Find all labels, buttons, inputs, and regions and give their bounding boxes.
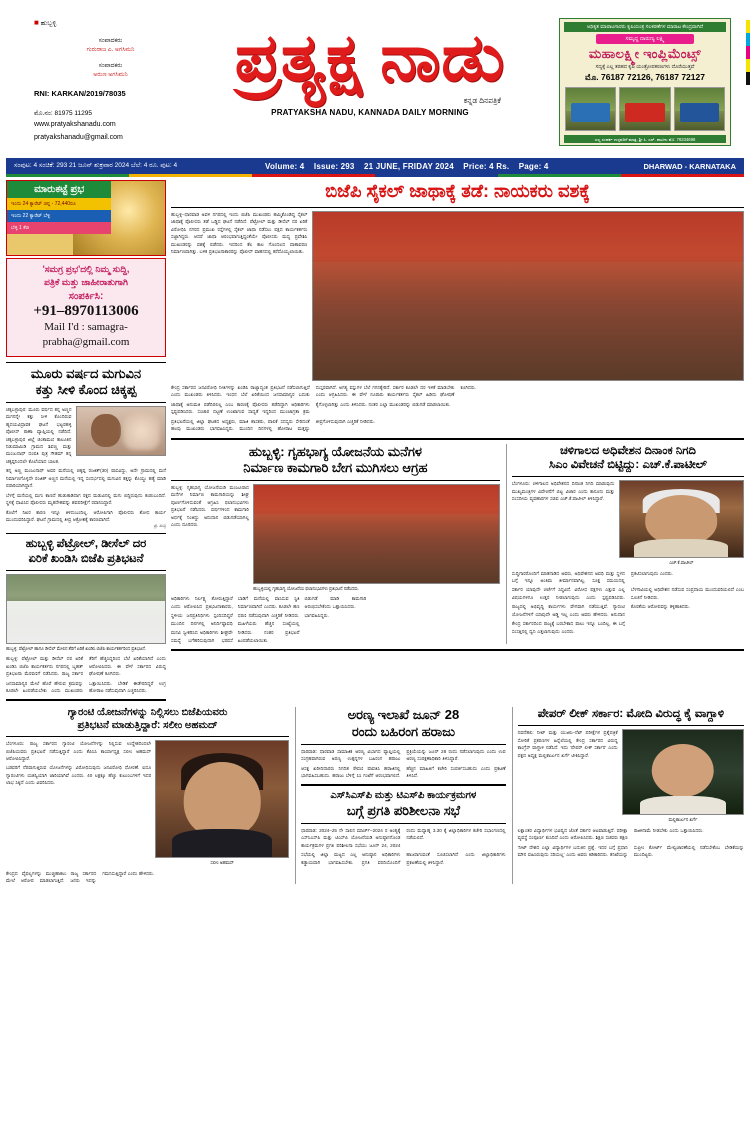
petrol-protest-photo bbox=[6, 574, 166, 644]
housing-headline-line2: ನಿರ್ಮಾಣ ಕಾಮಗಾರಿ ಬೇಗ ಮುಗಿಸಲು ಆಗ್ರಹ bbox=[243, 460, 428, 476]
pink-ad-mail-line2: prabha@gmail.com bbox=[42, 335, 130, 348]
forest-body-2: ಆಸಕ್ತ ಖರೀದಿದಾರರು ನಿಗದಿತ ಠೇವಣಿ ಪಾವತಿಸಿ ಹರಾಜಿನಲ್ಲಿ ಭಾಗವಹಿಸಬಹುದು. ಹರಾಜು ಬೆಳಿಗ್ಗೆ 11 ಗಂಟೆಗೆ ಆರಂಭವಾಗಲಿದೆ. ಹೆಚ್ಚಿನ ಮಾಹಿತಿಗೆ ಕಚೇರಿ ಸಂಪರ್ಕಿಸಬಹುದು ಎಂದು ಪ್ರಕಟಣೆ ತಿಳಿಸಿದೆ. bbox=[301, 765, 506, 779]
samagra-prabha-ad[interactable] bbox=[6, 258, 166, 357]
session-body-2: ಸುದ್ದಿಗಾರರೊಂದಿಗೆ ಮಾತನಾಡಿದ ಅವರು, ಅಧಿವೇಶನದ ಅವಧಿ ಮತ್ತು ಸ್ಥಳದ ಬಗ್ಗೆ ಇನ್ನೂ ಅಂತಿಮ ತೀರ್ಮಾನವಾಗಿಲ್ಲ. ಸೂಕ್ತ ಸಮಯದಲ್ಲಿ ಪ್ರಕಟಿಸಲಾಗುವುದು ಎಂದರು. bbox=[511, 570, 674, 583]
story-session bbox=[506, 444, 744, 644]
masthead-email[interactable]: pratyakshanadu@gmail.com bbox=[34, 133, 123, 141]
pink-ad-phone: +91–8970113006 bbox=[33, 303, 139, 320]
guarantee-body-col1: ಬೆಂಗಳೂರು: ರಾಜ್ಯ ಸರ್ಕಾರದ ಗ್ಯಾರಂಟಿ ಯೋಜನೆಗಳನ್ನು ನಿಲ್ಲಿಸುವ ಉದ್ದೇಶದಿಂದಲೇ ಬಿಜೆಪಿಯವರು ಪ್ರತಿಭಟನೆ ನಡೆಸುತ್ತಿದ್ದಾರೆ ಎಂದು ಕೆಪಿಸಿಸಿ ಕಾರ್ಯಾಧ್ಯಕ್ಷ ಸಲೀಂ ಅಹಮದ್ ಆರೋಪಿಸಿದ್ದಾರೆ. bbox=[6, 741, 152, 761]
lead-body-far-right: ಪ್ರತಿಭಟನೆಯಲ್ಲಿ ಜಿಲ್ಲಾ ಘಟಕದ ಅಧ್ಯಕ್ಷರು, ಮಾಜಿ ಶಾಸಕರು, ಪಾಲಿಕೆ ಸದಸ್ಯರು ಸೇರಿದಂತೆ ಹಲವು ಮುಖಂಡರು ಭಾಗವಹಿಸಿದ್ದರು. ಮುಂದಿನ ದಿನಗಳಲ್ಲಿ ಹೋರಾಟ ಮತ್ತಷ್ಟು ತೀವ್ರಗೊಳಿಸುವುದಾಗಿ ಎಚ್ಚರಿಕೆ ನೀಡಿದರು. bbox=[171, 418, 375, 432]
pink-ad-line2: ಪತ್ರಿಕೆ ಮತ್ತು ಜಾಹೀರಾತುಗಾಗಿ bbox=[44, 277, 128, 288]
guarantee-body-col2: ಬಡವರಿಗೆ ನೆರವಾಗುತ್ತಿರುವ ಯೋಜನೆಗಳನ್ನು ವಿರೋಧಿಸುವುದು ಜನವಿರೋಧಿ ಧೋರಣೆ. ಐದೂ ಗ್ಯಾರಂಟಿಗಳು ಯಶಸ್ವಿಯಾಗಿ ಜಾರಿಯಾಗಿವೆ ಎಂದರು. 40 ಲಕ್ಷಕ್ಕೂ ಹೆಚ್ಚು ಕುಟುಂಬಗಳಿಗೆ ಇದರ ಲಾಭ ಸಿಕ್ಕಿದೆ ಎಂದು ವಿವರಿಸಿದರು. bbox=[6, 765, 152, 786]
story-guarantee bbox=[6, 699, 166, 701]
ad-product-trailer bbox=[674, 87, 725, 131]
session-body-5: ಕೇಂದ್ರ ಸರ್ಕಾರದಿಂದ ರಾಜ್ಯಕ್ಕೆ ಬರಬೇಕಾದ ಪಾಲು ಇನ್ನೂ ಬಂದಿಲ್ಲ. ಈ ಬಗ್ಗೆ ಸಂಸತ್ತಿನಲ್ಲಿ ಧ್ವನಿ ಎತ್ತಲಾಗುವುದು ಎಂದರು. bbox=[511, 621, 625, 634]
issue-date: 21 JUNE, FRIDAY 2024 bbox=[364, 161, 454, 171]
mahalakshmi-implements-ad[interactable] bbox=[559, 18, 731, 146]
story-child-murder bbox=[6, 362, 166, 529]
petrol-protest-headline-line2: ಏರಿಕೆ ಖಂಡಿಸಿ ಬಿಜೆಪಿ ಪ್ರತಿಭಟನೆ bbox=[28, 553, 144, 566]
lead-headline: ಬಿಜೆಪಿ ಸೈಕಲ್ ಜಾಥಾಕ್ಕೆ ತಡೆ: ನಾಯಕರು ವಶಕ್ಕೆ bbox=[325, 181, 590, 201]
newspaper-logo: ಪ್ರತ್ಯಕ್ಷ ನಾಡು bbox=[234, 22, 506, 95]
forest-body-1: ಧಾರವಾಡ: ಧಾರವಾಡ ಸಾಮಾಜಿಕ ಅರಣ್ಯ ವಿಭಾಗದ ವ್ಯಾಪ್ತಿಯಲ್ಲಿ ಸಂಗ್ರಹವಾಗಿರುವ ಅರಣ್ಯ ಉತ್ಪನ್ನಗಳ ಬಹಿರಂಗ ಹರಾಜು ಪ್ರಕ್ರಿಯೆಯನ್ನು ಜೂನ್ 28 ರಂದು ನಡೆಸಲಾಗುವುದು ಎಂದು ಉಪ ಅರಣ್ಯ ಸಂರಕ್ಷಣಾಧಿಕಾರಿ ತಿಳಿಸಿದ್ದಾರೆ. bbox=[301, 748, 506, 762]
child-murder-headline-line2: ಕತ್ತು ಸೀಳಿ ಕೊಂದ ಚಿಕ್ಕಪ್ಪ bbox=[35, 382, 137, 398]
issue-info-bar bbox=[6, 158, 744, 174]
ad-bottom-strip: ಎಲ್ಲ ಸಂಪರ್ಕ ಉಳ್ಳವರಿಗೆ ಮಾತ್ರ, ಶ್ರೀ ಸಿ. ಎಸ್. ಪಾಟೀಲ ಮೊ: 76334698 bbox=[564, 135, 726, 143]
guarantee-photo-caption: ಸಲೀಂ ಅಹಮದ್ bbox=[210, 860, 234, 866]
forest-headline-line1: ಅರಣ್ಯ ಇಲಾಖೆ ಜೂನ್ 28 bbox=[347, 707, 460, 723]
editor-name-1: ಗುರುರಾಜ ಎ. ಅಗಸಿಮನಿ bbox=[86, 47, 135, 53]
issue-info-english bbox=[177, 162, 643, 171]
masthead-logo-area bbox=[181, 4, 559, 154]
rni-number: RNI: KARKAN/2019/78035 bbox=[34, 89, 126, 98]
masthead-advertisement bbox=[559, 4, 744, 154]
guarantee-headline-line2: ಪ್ರತಿಭಟನೆ ಮಾಡುತ್ತಿದ್ದಾರೆ: ಸಲೀಂ ಅಹಮದ್ bbox=[77, 720, 218, 732]
session-body-3: ಸರ್ಕಾರ ಯಾವುದೇ ಚರ್ಚೆಗೆ ಸಿದ್ಧವಿದೆ. ವಿರೋಧ ಪಕ್ಷಗಳು ಎತ್ತುವ ಎಲ್ಲ ವಿಷಯಗಳಿಗೂ ಉತ್ತರ ನೀಡಲಾಗುವುದು ಎಂದು ಸ್ಪಷ್ಟಪಡಿಸಿದರು. ಬೆಳಗಾವಿಯಲ್ಲಿ ಅಧಿವೇಶನ ನಡೆಸುವ ಸಂಪ್ರದಾಯ ಮುಂದುವರಿಯಲಿದೆ ಎಂಬ ಸೂಚನೆ ನೀಡಿದರು. bbox=[511, 587, 744, 600]
scsp-headline-line1: ಎಸ್‌ಸಿಎಸ್‌ಪಿ ಮತ್ತು ಟಿಎಸ್‌ಪಿ ಕಾರ್ಯಕ್ರಮಗಳ bbox=[330, 790, 477, 802]
main-column bbox=[171, 180, 744, 705]
masthead-website[interactable]: www.pratyakshanadu.com bbox=[34, 121, 116, 129]
petrol-protest-headline-line1: ಹುಬ್ಬಳ್ಳಿ ಪೆಟ್ರೋಲ್, ಡೀಸೆಲ್ ದರ bbox=[25, 538, 147, 551]
session-body-1: ಬೆಂಗಳೂರು: ಚಳಿಗಾಲದ ಅಧಿವೇಶನದ ದಿನಾಂಕ ನಿಗದಿ ಮಾಡುವುದು ಮುಖ್ಯಮಂತ್ರಿಗಳ ವಿವೇಚನೆಗೆ ಬಿಟ್ಟ ವಿಚಾರ ಎಂದು ಕಾನೂನು ಮತ್ತು ಸಂಸದೀಯ ವ್ಯವಹಾರಗಳ ಸಚಿವ ಎಚ್.ಕೆ.ಪಾಟೀಲ್ ತಿಳಿಸಿದ್ದಾರೆ. bbox=[511, 481, 615, 501]
session-photo-hk-patil bbox=[619, 480, 744, 558]
guarantee-headline-line1: ಗ್ಯಾರಂಟಿ ಯೋಜನೆಗಳನ್ನು ನಿಲ್ಲಿಸಲು ಬಿಜೆಪಿಯವರು bbox=[67, 707, 228, 719]
issue-info-kannada: ಸಂಪುಟ: 4 ಸಂಚಿಕೆ: 293 21 ಜೂನ್ ಶುಕ್ರವಾರ 2024 ಬೆಲೆ: 4 ರೂ. ಪುಟ: 4 bbox=[14, 162, 178, 169]
lead-body-mid: ಕೇಂದ್ರ ಸರ್ಕಾರದ ಜನವಿರೋಧಿ ನೀತಿಗಳನ್ನು ಖಂಡಿಸಿ ರಾಜ್ಯಾದ್ಯಂತ ಪ್ರತಿಭಟನೆ ನಡೆಸಲಾಗುತ್ತಿದೆ ಎಂದು ಮುಖಂಡರು ತಿಳಿಸಿದರು. ಇಂಧನ ಬೆಲೆ ಏರಿಕೆಯಿಂದ ಜನಸಾಮಾನ್ಯರ ಬದುಕು ದುಸ್ತರವಾಗಿದೆ. ಅಗತ್ಯ ವಸ್ತುಗಳ ಬೆಲೆ ಗಗನಕ್ಕೇರಿದೆ. ಸರ್ಕಾರ ಕೂಡಲೇ ದರ ಇಳಿಕೆ ಮಾಡಬೇಕು ಎಂದು ಆಗ್ರಹಿಸಿದರು. ಈ ವೇಳೆ ನೂರಾರು ಕಾರ್ಯಕರ್ತರು ಸೈಕಲ್ ಹಿಡಿದು ಘೋಷಣೆ ಕೂಗಿದರು. bbox=[171, 385, 477, 398]
paperleak-photo-kharge bbox=[622, 729, 744, 815]
lead-body-continued bbox=[171, 384, 744, 399]
petrol-protest-body-1: ಹುಬ್ಬಳ್ಳಿ: ಪೆಟ್ರೋಲ್ ಮತ್ತು ಡೀಸೆಲ್ ದರ ಏರಿಕೆ ಖಂಡಿಸಿ ಬಿಜೆಪಿ ಕಾರ್ಯಕರ್ತರು ನಗರದಲ್ಲಿ ಬೃಹತ್ ಪ್ರತಿಭಟನಾ ಮೆರವಣಿಗೆ ನಡೆಸಿದರು. ರಾಜ್ಯ ಸರ್ಕಾರ ತೆರಿಗೆ ಹೆಚ್ಚಿಸಿದ್ದರಿಂದ ಬೆಲೆ ಏರಿಕೆಯಾಗಿದೆ ಎಂದು ಆರೋಪಿಸಿದರು. ಈ ವೇಳೆ ಸರ್ಕಾರದ ವಿರುದ್ಧ ಘೋಷಣೆ ಕೂಗಿದರು. bbox=[6, 656, 166, 677]
market-rate-box bbox=[6, 180, 166, 256]
masthead-left-info bbox=[6, 4, 181, 154]
story-lead bbox=[171, 180, 744, 433]
ad-pink-banner: ಸಮೃದ್ಧ ದಾರುಣ್ಯ ಲಕ್ಷ್ಮಿ bbox=[596, 34, 694, 44]
paperleak-headline: ಪೇಪರ್ ಲೀಕ್ ಸರ್ಕಾರ: ಮೋದಿ ವಿರುದ್ಧ ಕೈ ವಾಗ್ದಾಳಿ bbox=[537, 708, 724, 721]
child-murder-body-4: ಕೊಲೆಗೆ ನಿಖರ ಕಾರಣ ಇನ್ನೂ ತಿಳಿದುಬಂದಿಲ್ಲ. ಆರೋಪಿಗಾಗಿ ಪೊಲೀಸರು ಶೋಧ ಕಾರ್ಯ ಮುಂದುವರಿಸಿದ್ದಾರೆ. ಘಟನೆ ಗ್ರಾಮದಲ್ಲಿ ತೀವ್ರ ಆಕ್ರೋಶಕ್ಕೆ ಕಾರಣವಾಗಿದೆ. bbox=[6, 509, 166, 522]
housing-body-rest-3 bbox=[171, 629, 500, 644]
volume-label: Volume: 4 bbox=[265, 161, 305, 171]
editor-label-2: ಸಂಪಾದಕರು bbox=[98, 63, 123, 69]
color-rule bbox=[6, 174, 744, 177]
masthead-location-label: ಹುಬ್ಬಳ್ಳಿ bbox=[40, 20, 57, 27]
session-photo-caption: ಎಚ್.ಕೆ.ಪಾಟೀಲ್ bbox=[669, 560, 694, 566]
session-headline-line2: ಸಿಎಂ ವಿವೇಚನೆ ಬಿಟ್ಟಿದ್ದು: ಎಚ್.ಕೆ.ಪಾಟೀಲ್ bbox=[548, 459, 707, 472]
gold-rate-24k: ಇಂದು 24 ಕ್ಯಾರೆಟ್ ಚಿನ್ನ - 72,440ರೂ bbox=[7, 198, 111, 210]
child-murder-body-2: ತನ್ನ ಅಣ್ಣ ಮಂಜುನಾಥ್ ಅವರ ಮನೆಯಲ್ಲಿ ಚಿಕ್ಕಪ್ಪ ರಂಜಿತ್(30) ವಾಸವಿದ್ದು, ಅದೇ ಗ್ರಾಮದಲ್ಲಿ ಮನೆ ನಿರ್ಮಾಣಗೊಳ್ಳದೇ ರಂಜಿತ್ ಅಣ್ಣನ ಮನೆಯಲ್ಲಿ ಇದ್ದ ಸಂದರ್ಭದಲ್ಲಿ ಮಗುವಿನ ಕತ್ತನ್ನು ಕೊಯ್ದು ಹತ್ಯೆ ಮಾಡಿ ಪರಾರಿಯಾಗಿದ್ದಾನೆ. bbox=[6, 468, 166, 489]
lead-photo-bjp-cycle-rally bbox=[312, 211, 744, 381]
child-murder-byline: ಪ್ರ. ಸುದ್ದಿ bbox=[153, 523, 166, 529]
pink-ad-contact-label: ಸಂಪರ್ಕಿಸಿ: bbox=[68, 291, 104, 303]
lead-body-right: ಜಾಥಾಕ್ಕೆ ಅನುಮತಿ ಪಡೆದಿರಲಿಲ್ಲ ಎಂಬ ಕಾರಣಕ್ಕೆ ಪೊಲೀಸರು ತಡೆದಿದ್ದಾಗಿ ಅಧಿಕಾರಿಗಳು ಸ್ಪಷ್ಟಪಡಿಸಿದರು. ಸಂಚಾರ ದಟ್ಟಣೆ ಉಂಟಾಗುವ ಸಾಧ್ಯತೆ ಇದ್ದರಿಂದ ಮುಂಜಾಗ್ರತಾ ಕ್ರಮ ಕೈಗೊಳ್ಳಲಾಗಿತ್ತು ಎಂದು ತಿಳಿಸಿದರು. ನಂತರ ಎಲ್ಲಾ ಮುಖಂಡರನ್ನು ಬಿಡುಗಡೆ ಮಾಡಲಾಯಿತು. bbox=[171, 401, 451, 415]
masthead bbox=[6, 4, 744, 154]
paperleak-body-col3: 'ನೀಟ್ ದೇಶದ ಎಲ್ಲಾ ವಿದ್ಯಾರ್ಥಿಗಳ ಬದುಕಿನ ಪ್ರಶ್ನೆ. ಇದರ ಬಗ್ಗೆ ಪ್ರಧಾನಿ ಮೌನ ವಹಿಸಿರುವುದು ಸರಿಯಲ್ಲ' ಎಂದು ಅವರು ಕಿಡಿಕಾರಿದರು. ತನಿಖೆಯನ್ನು ಸುಪ್ರೀಂ ಕೋರ್ಟ್ ಮೇಲ್ವಿಚಾರಣೆಯಲ್ಲಿ ನಡೆಸಬೇಕೆಂಬ ಬೇಡಿಕೆಯನ್ನು ಮುಂದಿಟ್ಟರು. bbox=[517, 844, 744, 857]
child-murder-body-3: ಬೆಳಗ್ಗೆ ಮನೆಯಲ್ಲಿ ಮಗು ಕಾಣದೆ ಹುಡುಕಾಡಿದಾಗ ರಕ್ತದ ಮಡುವಿನಲ್ಲಿ ಮಗು ಬಿದ್ದಿರುವುದು ಕಂಡುಬಂದಿದೆ. ಸ್ಥಳಕ್ಕೆ ಧಾವಿಸಿದ ಪೊಲೀಸರು ಮೃತದೇಹವನ್ನು ಶವಪರೀಕ್ಷೆಗೆ ರವಾನಿಸಿದ್ದಾರೆ. bbox=[6, 492, 166, 506]
session-headline-line1: ಚಳಿಗಾಲದ ಅಧಿವೇಶನ ದಿನಾಂಕ ನಿಗದಿ bbox=[559, 444, 696, 457]
housing-caption: ಹುಬ್ಬಳ್ಳಿಯಲ್ಲಿ ಗೃಹಭಾಗ್ಯ ಯೋಜನೆಯ ಫಲಾನುಭವಿಗಳು ಪ್ರತಿಭಟನೆ ನಡೆಸಿದರು. bbox=[252, 585, 359, 591]
petrol-protest-body-2: ಜನಸಾಮಾನ್ಯರ ಮೇಲೆ ಹೊರೆ ಹೇರುವ ಕ್ರಮವನ್ನು ಕೂಡಲೇ ಹಿಂಪಡೆಯಬೇಕು ಎಂದು ಮುಖಂಡರು ಒತ್ತಾಯಿಸಿದರು. ಬೇಡಿಕೆ ಈಡೇರದಿದ್ದರೆ ಉಗ್ರ ಹೋರಾಟ ನಡೆಸುವುದಾಗಿ ಎಚ್ಚರಿಸಿದರು. bbox=[6, 680, 166, 694]
story-housing bbox=[171, 444, 500, 644]
market-rate-title: ಮಾರುಕಟ್ಟೆ ಪ್ರಭ bbox=[7, 181, 111, 198]
editor-name-2: ಅರುಣ ಅಗಸಿಮನಿ bbox=[93, 72, 128, 78]
ad-product-plough bbox=[565, 87, 616, 131]
housing-body-rest-2 bbox=[171, 612, 500, 627]
pink-ad-line1: 'ಸಮಗ್ರ ಪ್ರಭ'ದಲ್ಲಿ ನಿಮ್ಮ ಸುದ್ದಿ, bbox=[42, 264, 130, 274]
housing-headline-line1: ಹುಬ್ಬಳ್ಳಿ: ಗೃಹಭಾಗ್ಯ ಯೋಜನೆಯ ಮನೆಗಳ bbox=[248, 443, 422, 459]
silver-rate: ಬೆಳ್ಳಿ 1 ಕೆಜಿ bbox=[7, 222, 111, 234]
paperleak-body-col2: ಲಕ್ಷಾಂತರ ವಿದ್ಯಾರ್ಥಿಗಳ ಭವಿಷ್ಯದ ಜೊತೆ ಸರ್ಕಾರ ಆಟವಾಡುತ್ತಿದೆ. ಪರೀಕ್ಷಾ ವ್ಯವಸ್ಥೆ ಸಂಪೂರ್ಣ ಕುಸಿದಿದೆ ಎಂದು ಆರೋಪಿಸಿದರು. ಶಿಕ್ಷಣ ಸಚಿವರು ತಕ್ಷಣ ರಾಜೀನಾಮೆ ನೀಡಬೇಕು ಎಂದು ಒತ್ತಾಯಿಸಿದರು. bbox=[517, 827, 704, 841]
lead-body-continued-2 bbox=[171, 401, 744, 416]
issue-label: Issue: 293 bbox=[313, 161, 355, 171]
housing-body-col3: ಸ್ಥಳೀಯ ಜನಪ್ರತಿನಿಧಿಗಳು ಸ್ಪಂದಿಸದಿದ್ದರೆ ಮುಂದಿನ ದಿನಗಳಲ್ಲಿ ಅನಿರ್ದಿಷ್ಟಾವಧಿ ಧರಣಿ ನಡೆಸುವುದಾಗಿ ಎಚ್ಚರಿಕೆ ನೀಡಿದರು. ಮಹಿಳೆಯರು ಹೆಚ್ಚಿನ ಸಂಖ್ಯೆಯಲ್ಲಿ ಭಾಗವಹಿಸಿದ್ದರು. bbox=[171, 613, 329, 626]
story-guarantee-block bbox=[6, 707, 289, 884]
scsp-body-2: ಸಭೆಯಲ್ಲಿ ಜಿಲ್ಲಾ ಮಟ್ಟದ ಎಲ್ಲ ಅನುಷ್ಠಾನ ಅಧಿಕಾರಿಗಳು ಕಡ್ಡಾಯವಾಗಿ ಭಾಗವಹಿಸಬೇಕು. ಪ್ರಗತಿ ವರದಿಯೊಂದಿಗೆ ಹಾಜರಾಗುವಂತೆ ಸೂಚಿಸಲಾಗಿದೆ ಎಂದು ಜಿಲ್ಲಾಧಿಕಾರಿಗಳು ಪ್ರಕಟಣೆಯಲ್ಲಿ ತಿಳಿಸಿದ್ದಾರೆ. bbox=[301, 852, 506, 865]
ad-title: ಮಹಾಲಕ್ಷ್ಮೀ ಇಂಪ್ಲಿಮೆಂಟ್ಸ್ bbox=[588, 46, 702, 61]
story-petrol-protest bbox=[6, 533, 166, 694]
story-forest-scsp-block bbox=[295, 707, 506, 884]
ad-top-strip: ಅಧಿಕೃತ ಮಾರಾಟಗಾರರು ಕೃಷಿಯಂತ್ರ ಸಲಕರಣೆಗಳ ಮಾರಾಟ ಕೇಂದ್ರವಾಗಿದೆ bbox=[564, 22, 726, 32]
petrol-protest-caption: ಹುಬ್ಬಳ್ಳಿ: ಪೆಟ್ರೋಲ್ ಹಾಗೂ ಡೀಸೆಲ್ ಮೇಲಿನ ತೆರಿಗೆ ಏರಿಕೆ ಖಂಡಿಸಿ ಬಿಜೆಪಿ ಕಾರ್ಯಕರ್ತರಿಂದ ಪ್ರತಿಭಟನೆ. bbox=[6, 645, 146, 651]
print-color-registration-bars bbox=[746, 20, 750, 85]
logo-subtitle-english: PRATYAKSHA NADU, KANNADA DAILY MORNING bbox=[271, 108, 469, 117]
issue-price: Price: 4 Rs. bbox=[463, 161, 510, 171]
masthead-location bbox=[34, 18, 181, 28]
session-body-4: ರಾಜ್ಯದಲ್ಲಿ ಅಭಿವೃದ್ಧಿ ಕಾರ್ಯಗಳು ವೇಗವಾಗಿ ನಡೆಯುತ್ತಿವೆ. ಗ್ಯಾರಂಟಿ ಯೋಜನೆಗಳಿಗೆ ಯಾವುದೇ ಅಡ್ಡಿ ಇಲ್ಲ ಎಂದು ಅವರು ಹೇಳಿದರು. ಅನುದಾನ ಕೊರತೆಯ ಆರೋಪವನ್ನು ತಳ್ಳಿಹಾಕಿದರು. bbox=[511, 604, 691, 617]
ad-description: ಸದ್ಯಕ್ಕೆ ಎಲ್ಲ ತರಹದ ಕೃಷಿ ಯಂತ್ರೋಪಕರಣಗಳು ದೊರೆಯುತ್ತವೆ bbox=[595, 64, 695, 70]
guarantee-body-col3: ಕೇಂದ್ರದ ವೈಫಲ್ಯಗಳನ್ನು ಮುಚ್ಚಿಹಾಕಲು ರಾಜ್ಯ ಸರ್ಕಾರದ ಮೇಲೆ ಆರೋಪ ಮಾಡಲಾಗುತ್ತಿದೆ. ಜನರು ಇದನ್ನು ಗಮನಿಸುತ್ತಿದ್ದಾರೆ ಎಂದು ಹೇಳಿದರು. bbox=[6, 870, 155, 883]
ad-phone-number: ಮೊ. 76187 72126, 76187 72127 bbox=[585, 72, 705, 82]
pink-ad-mail-line1: Mail I'd : samagra- bbox=[44, 321, 128, 334]
editor-label-1: ಸಂಪಾದಕರು bbox=[98, 38, 123, 44]
masthead-mobile: ಮೊ.ನಂ: 81975 11295 bbox=[34, 110, 92, 117]
child-murder-photo bbox=[76, 406, 167, 456]
bottom-band bbox=[6, 707, 744, 884]
left-column bbox=[6, 180, 166, 705]
lead-body-continued-3 bbox=[171, 418, 744, 433]
housing-body-col2: ಅಧಿಕಾರಿಗಳು ನಿರ್ಲಕ್ಷ್ಯ ತೋರುತ್ತಿದ್ದಾರೆ ಎಂದು ಆರೋಪಿಸಿದ ಪ್ರತಿಭಟನಾಕಾರರು, ಬಾಡಿಗೆ ಮನೆಯಲ್ಲಿ ವಾಸಿಸುವ ಸ್ಥಿತಿ ನಿರ್ಮಾಣವಾಗಿದೆ ಎಂದರು. ಕೂಡಲೇ ಹಣ ಬಿಡುಗಡೆ ಮಾಡಿ ಕಾಮಗಾರಿ ಆರಂಭಿಸಬೇಕೆಂದು ಒತ್ತಾಯಿಸಿದರು. bbox=[171, 596, 367, 609]
housing-body-col1: ಹುಬ್ಬಳ್ಳಿ: ಗೃಹಭಾಗ್ಯ ಯೋಜನೆಯಡಿ ಮಂಜೂರಾದ ಮನೆಗಳ ನಿರ್ಮಾಣ ಕಾಮಗಾರಿಯನ್ನು ಶೀಘ್ರ ಪೂರ್ಣಗೊಳಿಸುವಂತೆ ಆಗ್ರಹಿಸಿ ಫಲಾನುಭವಿಗಳು ಪ್ರತಿಭಟನೆ ನಡೆಸಿದರು. ವರ್ಷಗಳಿಂದ ಕಾಮಗಾರಿ ಅರ್ಧಕ್ಕೆ ನಿಂತಿದ್ದು ಅನುದಾನ ಬಿಡುಗಡೆಯಾಗಿಲ್ಲ ಎಂದು ದೂರಿದರು. bbox=[171, 484, 249, 528]
issue-pages: Page: 4 bbox=[518, 161, 549, 171]
paperleak-photo-caption: ಮಲ್ಲಿಕಾರ್ಜುನ ಖರ್ಗೆ bbox=[668, 817, 698, 823]
page-content bbox=[6, 180, 744, 705]
child-murder-body-1: ಚಿಕ್ಕಬಳ್ಳಾಪುರ: ಮೂರು ವರ್ಷದ ತನ್ನ ಅಣ್ಣನ ಮಗನನ್ನೇ ಕತ್ತು ಸೀಳಿ ಕೊಂದಿರುವ ಹೃದಯವಿದ್ರಾವಕ ಘಟನೆ ಭಟ್ಟರಹಳ್ಳಿ ಪೊಲೀಸ್ ಠಾಣಾ ವ್ಯಾಪ್ತಿಯಲ್ಲಿ ನಡೆದಿದೆ. ಚಿಕ್ಕಬಳ್ಳಾಪುರ ಜಿಲ್ಲೆ ಚಿಂತಾಮಣಿ ತಾಲೂಕಿನ ನಿಡುಮಾಮಿಡಿ ಗ್ರಾಮದ ಶಿವಣ್ಣ ಮತ್ತು ಮಂಜುನಾಥ್ ದಂಪತಿ ಪುತ್ರ ಗೌತಮ್ ತನ್ನ ಚಿಕ್ಕಪ್ಪನಿಂದಲೇ ಕೊಲೆಯಾದ ಬಾಲಕ. bbox=[6, 406, 72, 464]
guarantee-photo-saleem-ahmed bbox=[155, 740, 289, 858]
scsp-body-1: ಧಾರವಾಡ: 2024–25 ನೇ ಸಾಲಿನ ಮಾರ್ಚ್–2024 ರ ಅಂತ್ಯಕ್ಕೆ ಎಸ್‌ಸಿಎಸ್‌ಪಿ ಮತ್ತು ಟಿಎಸ್‌ಪಿ ಯೋಜನೆಯಡಿ ಅನುಷ್ಠಾನಗೊಂಡ ಕಾರ್ಯಕ್ರಮಗಳ ಪ್ರಗತಿ ಪರಿಶೀಲನಾ ಸಭೆಯು ಜೂನ್ 24, 2024 ರಂದು ಮಧ್ಯಾಹ್ನ 3.30 ಕ್ಕೆ ಜಿಲ್ಲಾಧಿಕಾರಿಗಳ ಕಚೇರಿ ಸಭಾಂಗಣದಲ್ಲಿ ನಡೆಯಲಿದೆ. bbox=[301, 827, 506, 848]
paperleak-body-col1: ನವದೆಹಲಿ: ನೀಟ್ ಮತ್ತು ಯುಜಿಸಿ–ನೆಟ್ ಪರೀಕ್ಷೆಗಳ ಪ್ರಶ್ನೆಪತ್ರಿಕೆ ಸೋರಿಕೆ ಪ್ರಕರಣಗಳ ಹಿನ್ನೆಲೆಯಲ್ಲಿ ಕೇಂದ್ರ ಸರ್ಕಾರದ ವಿರುದ್ಧ ಕಾಂಗ್ರೆಸ್ ವಾಗ್ದಾಳಿ ನಡೆಸಿದೆ. ಇದು 'ಪೇಪರ್ ಲೀಕ್ ಸರ್ಕಾರ' ಎಂದು ಪಕ್ಷದ ಅಧ್ಯಕ್ಷ ಮಲ್ಲಿಕಾರ್ಜುನ ಖರ್ಗೆ ಟೀಕಿಸಿದ್ದಾರೆ. bbox=[517, 730, 618, 758]
housing-body-rest bbox=[171, 595, 500, 610]
lead-body-left: ಹುಬ್ಬಳ್ಳಿ–ಧಾರವಾಡ ಅವಳಿ ನಗರದಲ್ಲಿ ಇಂದು ಬಿಜೆಪಿ ಮುಖಂಡರು ಹಮ್ಮಿಕೊಂಡಿದ್ದ ಸೈಕಲ್ ಜಾಥಾಕ್ಕೆ ಪೊಲೀಸರು ತಡೆ ಒಡ್ಡಿದ ಘಟನೆ ನಡೆದಿದೆ. ಪೆಟ್ರೋಲ್ ಮತ್ತು ಡೀಸೆಲ್ ದರ ಏರಿಕೆ ವಿರೋಧಿಸಿ ನಗರದ ಪ್ರಮುಖ ರಸ್ತೆಗಳಲ್ಲಿ ಸೈಕಲ್ ಜಾಥಾ ನಡೆಸಲು ಪಕ್ಷದ ಕಾರ್ಯಕರ್ತರು ಸಜ್ಜಾಗಿದ್ದರು. ಆದರೆ ಜಾಥಾ ಆರಂಭವಾಗುತ್ತಿದ್ದಂತೆಯೇ ಪೊಲೀಸರು ಮಧ್ಯ ಪ್ರವೇಶಿಸಿ ಮುಖಂಡರನ್ನು ವಶಕ್ಕೆ ಪಡೆದರು. ಇದರಿಂದ ಕೆಲ ಕಾಲ ಗೊಂದಲದ ವಾತಾವರಣ ನಿರ್ಮಾಣವಾಗಿತ್ತು. ಬಳಿಕ ಪ್ರತಿಭಟನಾಕಾರರನ್ನು ಪೊಲೀಸ್ ವಾಹನದಲ್ಲಿ ಕರೆದೊಯ್ಯಲಾಯಿತು. bbox=[171, 212, 308, 255]
ad-product-images bbox=[560, 87, 730, 131]
logo-subtitle-kannada: ಕನ್ನಡ ದಿನಪತ್ರಿಕೆ bbox=[463, 96, 501, 105]
story-paperleak-block bbox=[512, 707, 744, 884]
housing-body-col4: ಮನವಿ ಸ್ವೀಕರಿಸಿದ ಅಧಿಕಾರಿಗಳು ಶೀಘ್ರವೇ ಸಮಸ್ಯೆ ಬಗೆಹರಿಸುವುದಾಗಿ ಭರವಸೆ ನೀಡಿದರು. ನಂತರ ಪ್ರತಿಭಟನೆ ಹಿಂಪಡೆಯಲಾಯಿತು. bbox=[171, 630, 300, 643]
gold-rate-22k: ಇಂದು 22 ಕ್ಯಾರೆಟ್ ಬೆಳ್ಳಿ bbox=[7, 210, 111, 222]
middle-band bbox=[171, 444, 744, 644]
issue-region: DHARWAD - KARNATAKA bbox=[643, 161, 736, 171]
child-murder-headline-line1: ಮೂರು ವರ್ಷದ ಮಗುವಿನ bbox=[30, 365, 142, 381]
ad-product-rotavator bbox=[619, 87, 670, 131]
scsp-headline-line2: ಬಗ್ಗೆ ಪ್ರಗತಿ ಪರಿಶೀಲನಾ ಸಭೆ bbox=[346, 803, 461, 819]
bullet-dot-icon: ■ bbox=[34, 18, 39, 27]
forest-headline-line2: ರಂದು ಬಹಿರಂಗ ಹರಾಜು bbox=[351, 724, 455, 740]
housing-photo-protest bbox=[253, 484, 500, 584]
